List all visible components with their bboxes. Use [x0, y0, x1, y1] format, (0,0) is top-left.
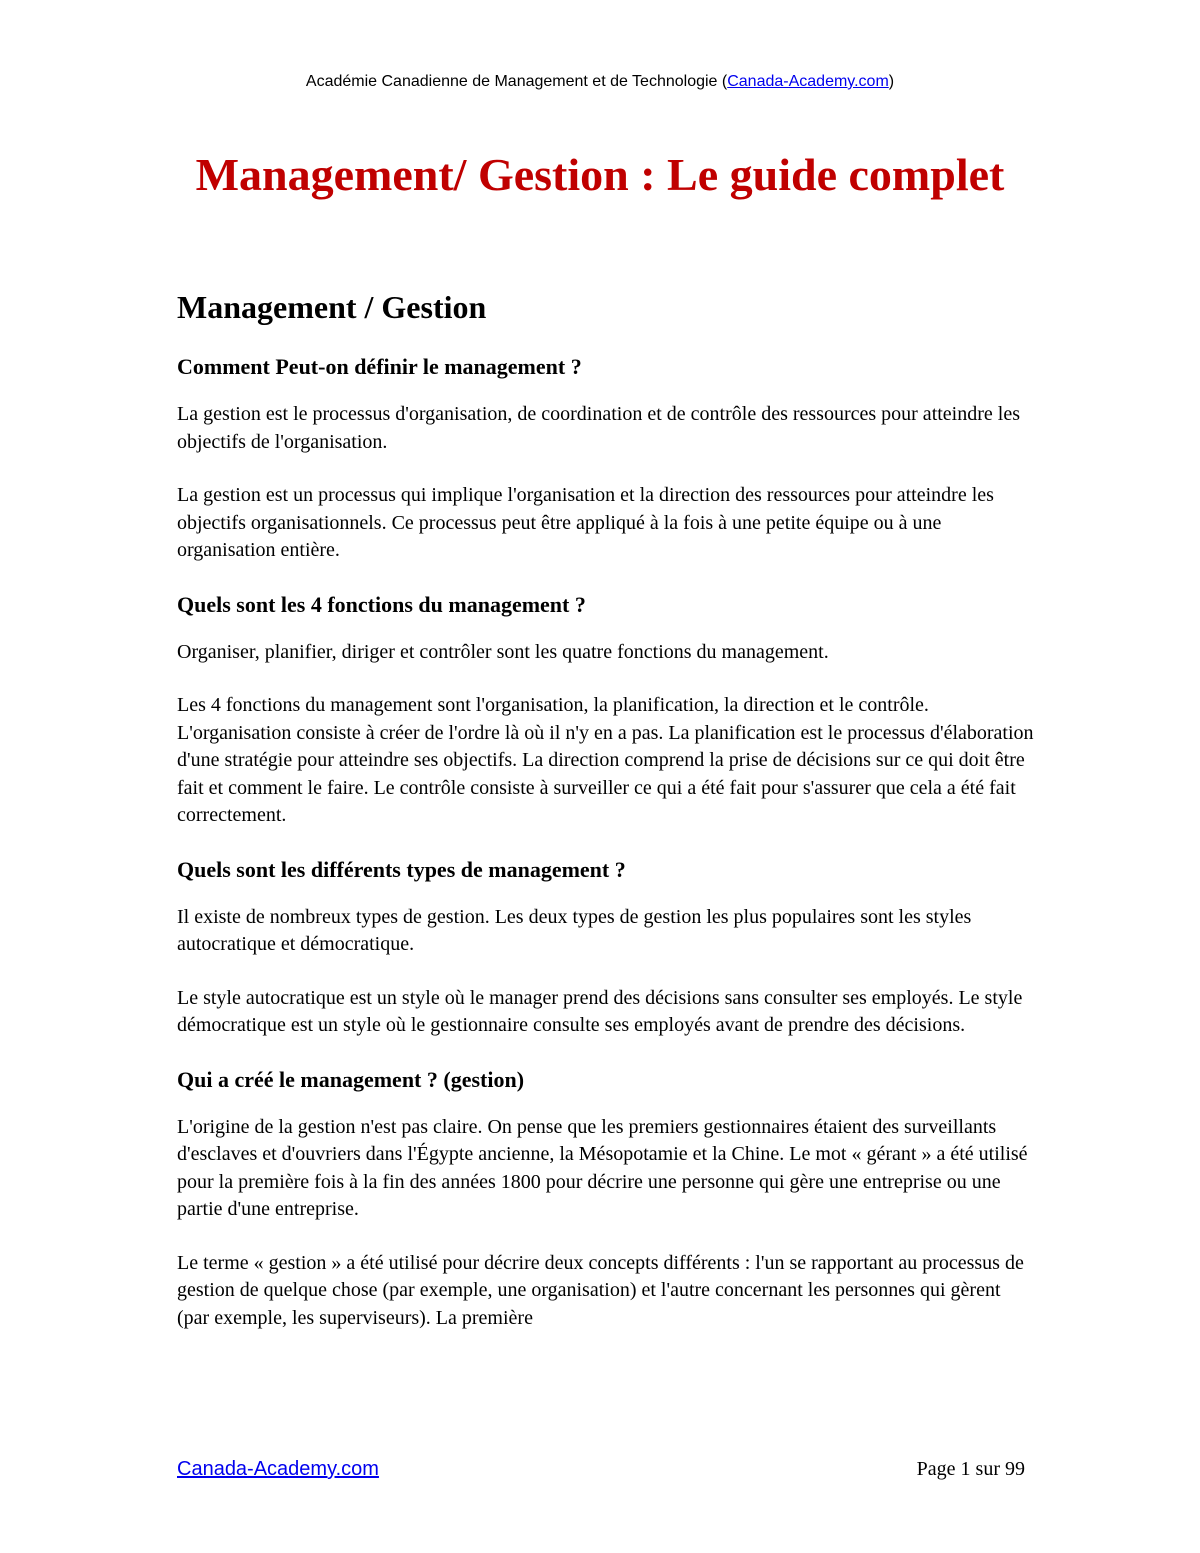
paragraph: Les 4 fonctions du management sont l'organisation, la planification, la direction et le contrôle. L'organisation consiste à créer de l'ordre là où il n'y en a pas. La planification est le processus d'élaboration d'une stratégie pour atteindre ses objectifs. La direction comprend la prise de décisions sur ce qui doit être fait et comment le faire. Le contrôle consiste à surveiller ce qui a été fait pour s'assurer que cela a été fait correctement.	[177, 694, 1034, 826]
header-website-link[interactable]: Canada-Academy.com	[727, 73, 889, 90]
question-heading: Qui a créé le management ? (gestion)	[177, 1066, 525, 1092]
paragraph: Le style autocratique est un style où le manager prend des décisions sans consulter ses employés. Le style démocratique est un style où le gestionnaire consulte ses employés avant de prendre des décisions.	[177, 986, 1023, 1036]
question-heading: Comment Peut-on définir le management ?	[177, 354, 582, 379]
question-heading: Quels sont les 4 fonctions du management ?	[177, 591, 586, 617]
document-title: Management/ Gestion : Le guide complet	[195, 149, 1005, 200]
paragraph: Organiser, planifier, diriger et contrôler sont les quatre fonctions du management.	[177, 640, 829, 663]
paragraph: Le terme « gestion » a été utilisé pour décrire deux concepts différents : l'un se rapportant au processus de gestion de quelque chose (par exemple, une organisation) et l'autre concernant les personnes qui gèrent (par exemple, les superviseurs). La première	[177, 1251, 1024, 1329]
paragraph: Il existe de nombreux types de gestion. Les deux types de gestion les plus populaires sont les styles autocratique et démocratique.	[177, 905, 972, 955]
section-types	[177, 856, 1037, 1040]
section-definition	[177, 353, 1037, 565]
header-closing-paren: )	[888, 73, 895, 90]
document-body	[177, 287, 1037, 1358]
footer-website-link[interactable]: Canada-Academy.com	[177, 1458, 379, 1480]
section-heading: Management / Gestion	[177, 289, 487, 325]
paragraph: La gestion est un processus qui implique l'organisation et la direction des ressources pour atteindre les objectifs organisationnels. Ce processus peut être appliqué à la fois à une petite équipe ou à une organisation entière.	[177, 484, 994, 561]
page-number: Page 1 sur 99	[916, 1458, 1025, 1480]
question-heading: Quels sont les différents types de management ?	[177, 856, 626, 882]
section-origin	[177, 1066, 1037, 1333]
page-footer	[177, 1458, 1025, 1488]
paragraph: La gestion est le processus d'organisation, de coordination et de contrôle des ressources pour atteindre les objectifs de l'organisation.	[177, 403, 1020, 453]
header-institution-text: Académie Canadienne de Management et de Technologie (	[305, 73, 728, 90]
section-functions	[177, 591, 1037, 830]
paragraph: L'origine de la gestion n'est pas claire. On pense que les premiers gestionnaires étaient des surveillants d'esclaves et d'ouvriers dans l'Égypte ancienne, la Mésopotamie et la Chine. Le mot « gérant » a été utilisé pour la première fois à la fin des années 1800 pour décrire une personne qui gère une entreprise ou une partie d'une entreprise.	[177, 1115, 1028, 1220]
page-header	[0, 73, 1200, 91]
